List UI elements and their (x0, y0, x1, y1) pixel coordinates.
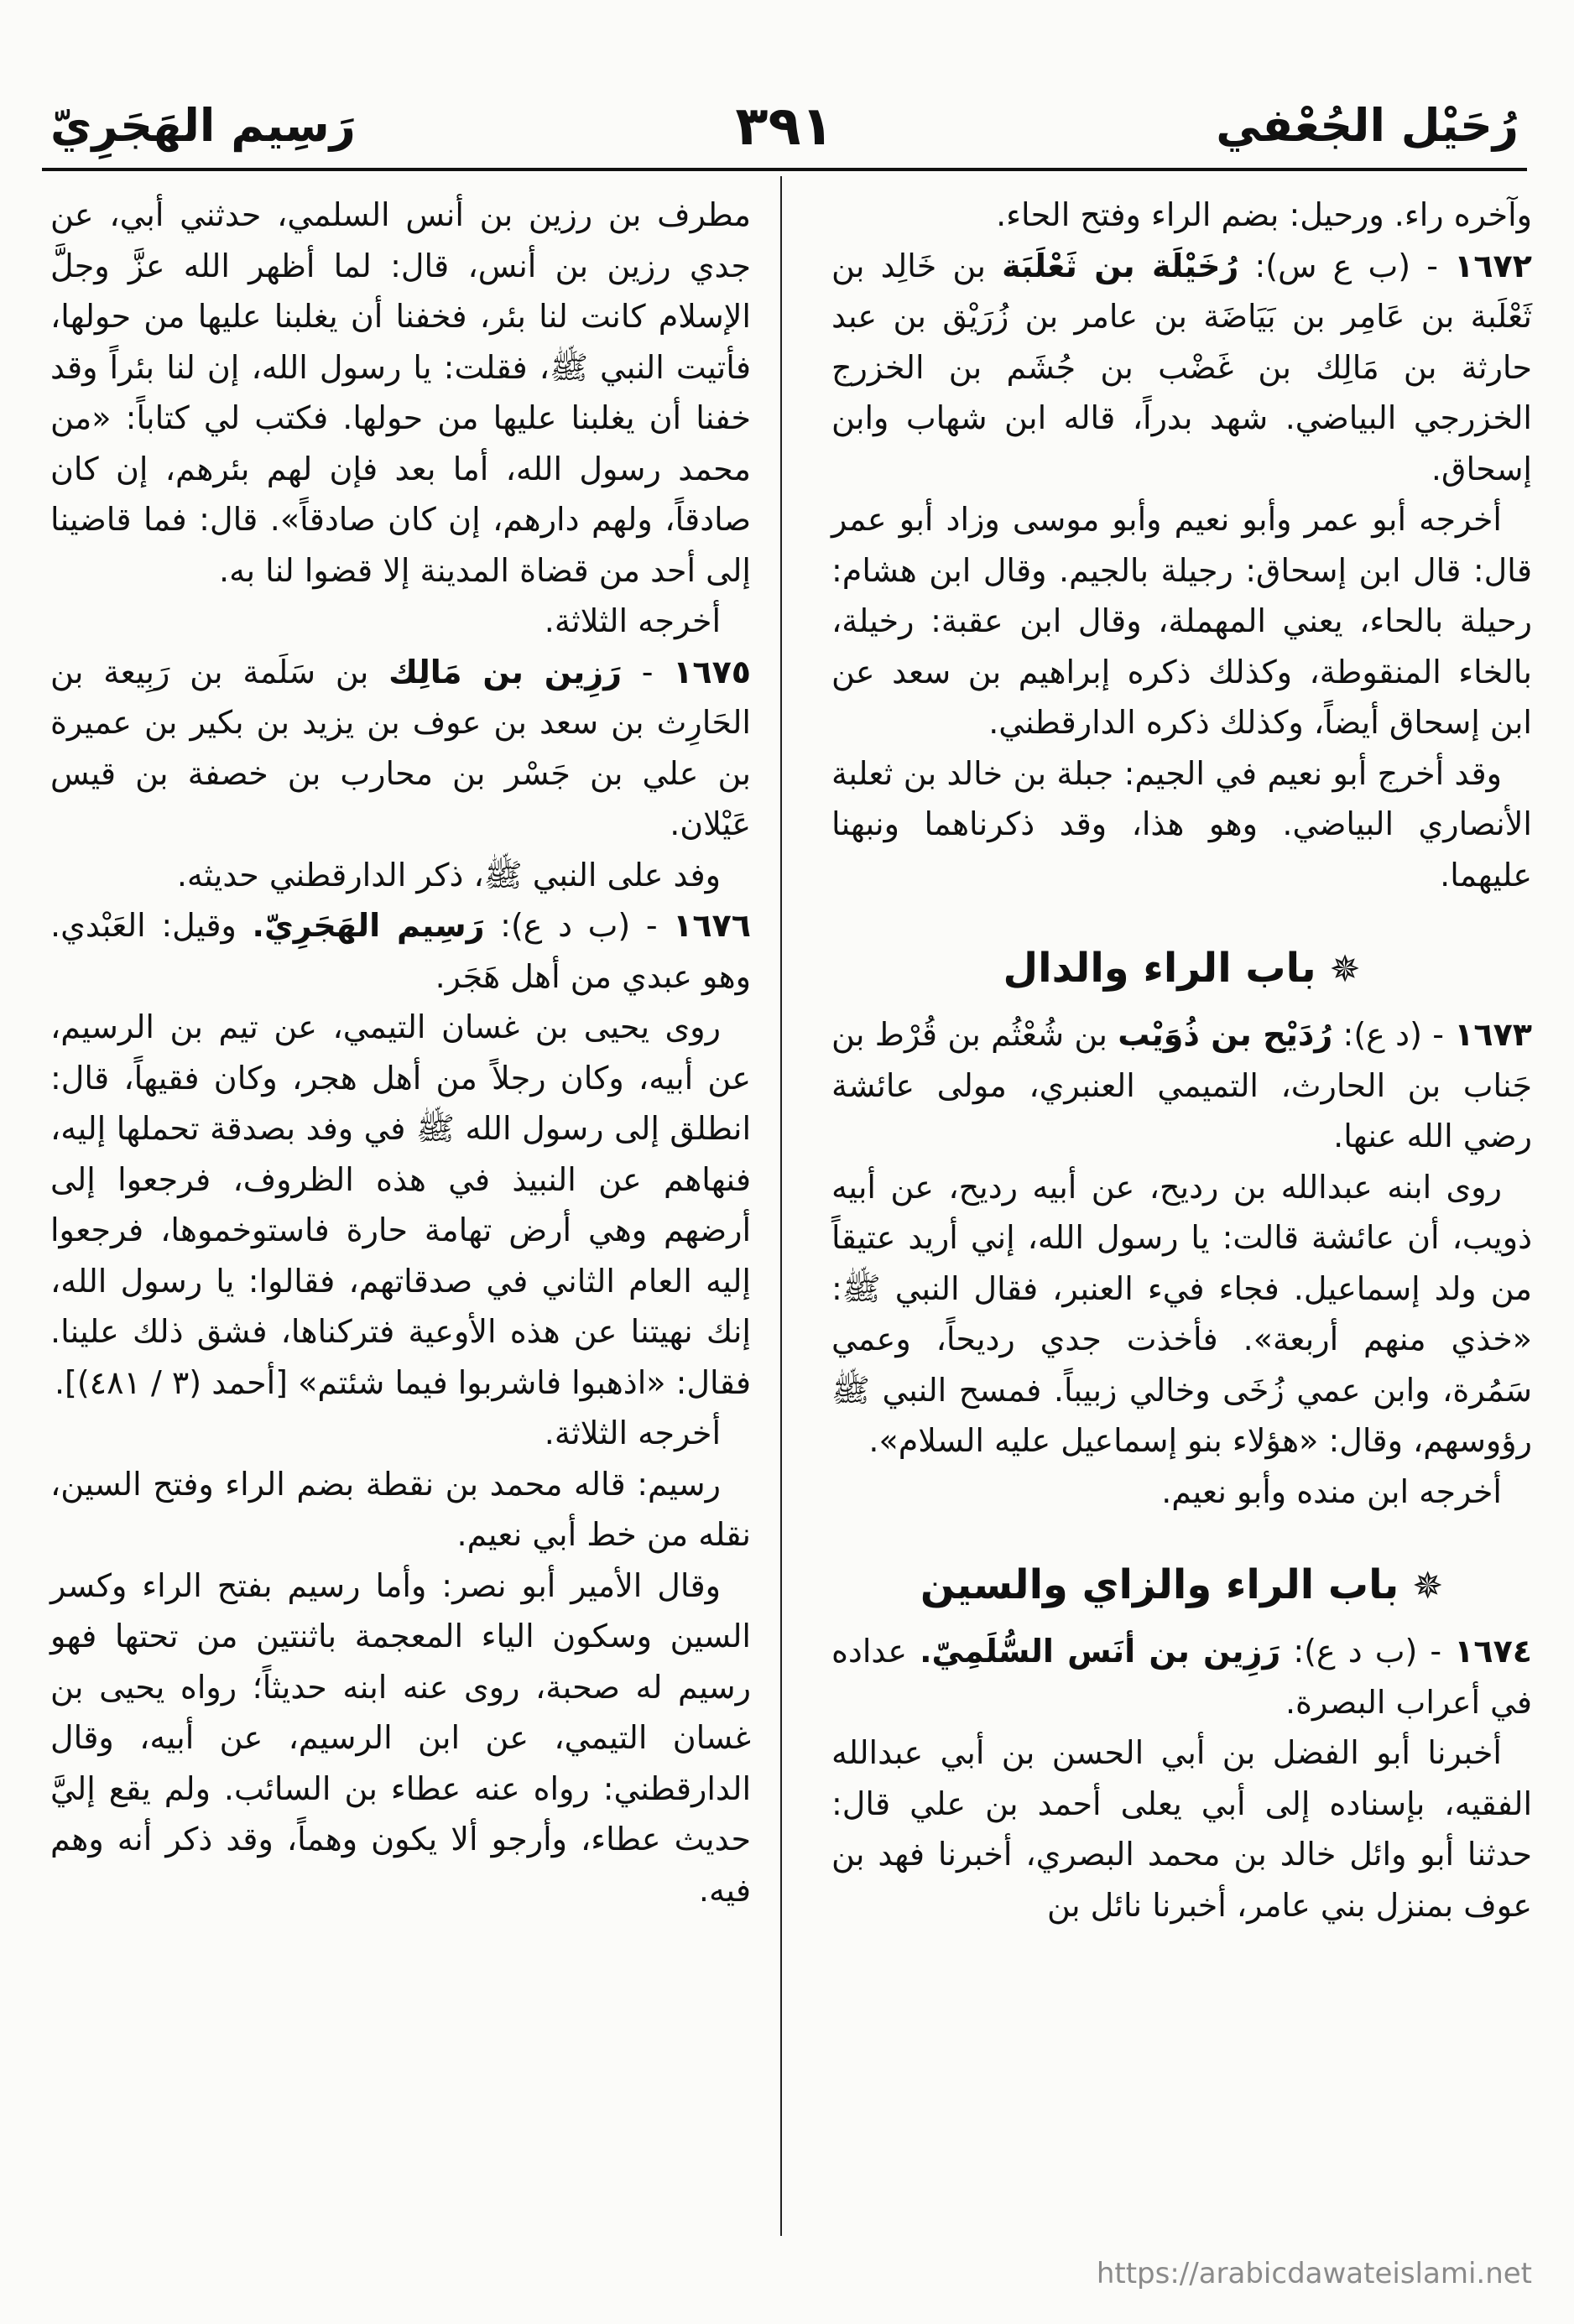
column-divider (780, 176, 782, 2236)
paragraph-text: روى يحيى بن غسان التيمي، عن تيم بن الرسيم، عن أبيه، وكان رجلاً من أهل هجر، وكان فقيهاً، قال: انطلق إلى رسول الله ﷺ في وفد بصدقة تحملها إليه، فنهاهم عن النبيذ في هذه الظروف، فرجعوا إلى أرضهم وهي أرض تهامة حارة فاستوخموها، فرجعوا إليه العام الثاني في صدقاتهم، فقالوا: يا رسول الله، إنك نهيتنا عن هذه الأوعية فتركناها، فشق ذلك علينا. فقال: «اذهبوا فاشربوا فيما شئتم» [أحمد (٣ / ٤٨١)]. (50, 1008, 751, 1401)
source-code: - (ب د ع): (1293, 1633, 1442, 1670)
entry-name: رَسِيم الهَجَرِيّ. (252, 907, 485, 944)
text-paragraph (50, 1561, 751, 1916)
watermark-url: https://arabicdawateislami.net (1096, 2257, 1532, 2290)
paragraph-text: بن شُعْثُم بن قُرْط بن جَناب بن الحارث، التميمي العنبري، مولى عائشة رضي الله عنها. (831, 1016, 1532, 1154)
section-heading-text: باب الراء والزاي والسين (920, 1561, 1399, 1608)
entry-name: رَزِين بن أنَس السُّلَمِيّ. (920, 1633, 1281, 1670)
paragraph-text: أخرجه ابن منده وأبو نعيم. (1161, 1472, 1502, 1510)
text-paragraph (50, 1459, 751, 1561)
paragraph-text: عداده في أعراب البصرة. (831, 1633, 1532, 1721)
paragraph-text: أخرجه أبو عمر وأبو نعيم وأبو موسى وزاد أبو عمر قال: قال ابن إسحاق: رجيلة بالجيم. وقال ابن هشام: رحيلة بالحاء، يعني المهملة، وقال ابن عقبة: رخيلة، بالخاء المنقوطة، وكذلك ذكره إبراهيم بن سعد عن ابن إسحاق أيضاً، وكذلك ذكره الدارقطني. (831, 501, 1532, 741)
text-paragraph (831, 1727, 1532, 1931)
paragraph-text: رسيم: قاله محمد بن نقطة بضم الراء وفتح السين، نقله من خط أبي نعيم. (50, 1465, 751, 1553)
entry-name: رَزِين بن مَالِك (388, 653, 622, 690)
entry-paragraph (831, 1626, 1532, 1727)
star-ornament-icon: ✵ (1329, 948, 1361, 991)
paragraph-text: وفد على النبي ﷺ، ذكر الدارقطني حديثه. (176, 856, 721, 894)
section-heading (831, 939, 1532, 999)
section-heading-text: باب الراء والدال (1003, 945, 1316, 992)
right-column (831, 190, 1532, 1931)
text-paragraph (831, 190, 1532, 241)
entry-number: ١٦٧٦ (673, 907, 751, 944)
text-paragraph (50, 1408, 751, 1459)
entry-number: ١٦٧٢ (1454, 247, 1532, 284)
paragraph-text: بن سَلَمة بن رَبِيعة بن الحَارِث بن سعد بن عوف بن يزيد بن بكير بن عميرة بن علي بن جَسْر بن محارب بن خصفة بن قيس عَيْلان. (50, 653, 751, 842)
entry-paragraph (831, 241, 1532, 495)
left-column (50, 190, 751, 1915)
header-rule (42, 168, 1527, 171)
paragraph-text: مطرف بن رزين بن أنس السلمي، حدثني أبي، عن جدي رزين بن أنس، قال: لما أظهر الله عزَّ وجلَّ الإسلام كانت لنا بئر، فخفنا أن يغلبنا عليها من حولها، فأتيت النبي ﷺ، فقلت: يا رسول الله، إن لنا بئراً وقد خفنا أن يغلبنا عليها من حولها. فكتب لي كتاباً: «من محمد رسول الله، أما بعد فإن لهم بئرهم، إن كان صادقاً، ولهم دارهم، إن كان صادقاً». قال: فما قاضينا إلى أحد من قضاة المدينة إلا قضوا لنا به. (50, 196, 751, 589)
section-heading (831, 1555, 1532, 1616)
source-code: - (ب د ع): (500, 907, 658, 944)
entry-paragraph (50, 647, 751, 850)
paragraph-text: وآخره راء. ورحيل: بضم الراء وفتح الحاء. (996, 196, 1532, 233)
paragraph-text: بن خَالِد بن ثَعْلَبة بن عَامِر بن بَيَاضَة بن عامر بن زُرَيْق بن عبد حارثة بن مَالِك بن غَضْب بن جُشَم بن الخزرج الخزرجي البياضي. شهد بدراً، قاله ابن شهاب وابن إسحاق. (831, 247, 1532, 487)
text-paragraph (831, 494, 1532, 748)
page-header (42, 96, 1527, 175)
text-paragraph (831, 748, 1532, 901)
star-ornament-icon: ✵ (1412, 1565, 1444, 1608)
text-paragraph (831, 1162, 1532, 1467)
paragraph-text: أخرجه الثلاثة. (544, 1415, 721, 1451)
paragraph-text: أخبرنا أبو الفضل بن أبي الحسن بن أبي عبدالله الفقيه، بإسناده إلى أبي يعلى أحمد بن علي قال: حدثنا أبو وائل خالد بن محمد البصري، أخبرنا فهد بن عوف بمنزل بني عامر، أخبرنا نائل بن (831, 1734, 1532, 1924)
entry-number: ١٦٧٤ (1454, 1633, 1532, 1670)
paragraph-text: روى ابنه عبدالله بن رديح، عن أبيه رديح، عن أبيه ذويب، أن عائشة قالت: يا رسول الله، إني أريد عتيقاً من ولد إسماعيل. فجاء فيء العنبر، فقال النبي ﷺ: «خذي منهم أربعة». فأخذت جدي رديحاً، وعمي سَمُرة، وابن عمي زُخَى وخالي زبيباً. فمسح النبي ﷺ رؤوسهم، وقال: «هؤلاء بنو إسماعيل عليه السلام». (831, 1168, 1532, 1459)
running-title-right: رُحَيْل الجُعْفي (1216, 99, 1519, 152)
paragraph-text: وقد أخرج أبو نعيم في الجيم: جبلة بن خالد بن ثعلبة الأنصاري البياضي. وهو هذا، وقد ذكرناهما ونبهنا عليهما. (831, 754, 1532, 894)
text-paragraph (50, 850, 751, 901)
entry-name: رُدَيْح بن ذُوَيْب (1118, 1016, 1333, 1053)
source-code: - (641, 653, 654, 690)
entry-name: رُخَيْلَة بن ثَعْلَبَة (1002, 247, 1239, 284)
source-code: - (ب ع س): (1254, 247, 1438, 284)
text-paragraph (50, 596, 751, 647)
paragraph-text: وقيل: العَبْدي. وهو عبدي من أهل هَجَر. (50, 907, 751, 995)
entry-paragraph (831, 1009, 1532, 1162)
paragraph-text: وقال الأمير أبو نصر: وأما رسيم بفتح الراء وكسر السين وسكون الياء المعجمة باثنتين من تحتها فهو رسيم له صحبة، روى عنه ابنه حديثاً؛ رواه يحيى بن غسان التيمي، عن ابن الرسيم، عن أبيه، وقال الدارقطني: رواه عنه عطاء بن السائب. ولم يقع إليَّ حديث عطاء، وأرجو ألا يكون وهماً، وقد ذكر أنه وهم فيه. (50, 1566, 751, 1909)
entry-paragraph (50, 900, 751, 1002)
source-code: - (د ع): (1342, 1016, 1444, 1053)
text-paragraph (50, 1002, 751, 1408)
page-number: ٣٩١ (735, 96, 834, 158)
running-title-left: رَسِيم الهَجَرِيّ (50, 99, 356, 152)
text-paragraph (50, 190, 751, 596)
entry-number: ١٦٧٥ (673, 653, 751, 690)
text-paragraph (831, 1467, 1532, 1518)
paragraph-text: أخرجه الثلاثة. (544, 602, 721, 639)
entry-number: ١٦٧٣ (1454, 1016, 1532, 1053)
